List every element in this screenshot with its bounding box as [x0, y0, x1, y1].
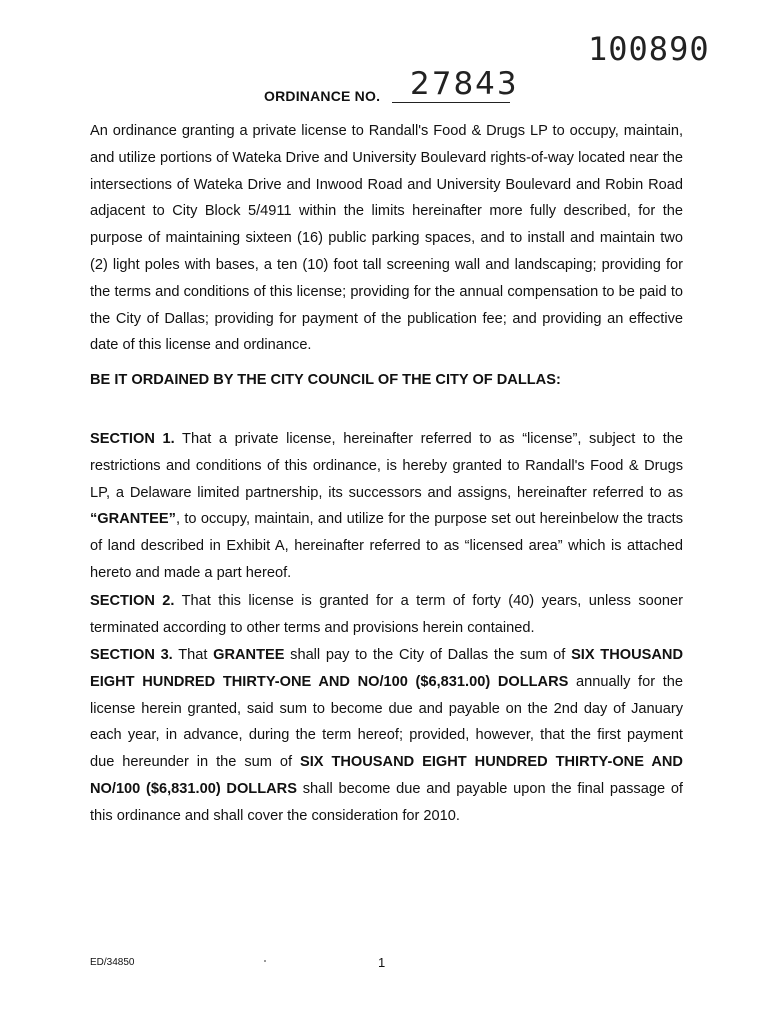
ordinance-header — [264, 66, 524, 106]
page-number: 1 — [378, 955, 386, 970]
section-1-grantee: “GRANTEE” — [90, 511, 176, 528]
section-3-heading: SECTION 3. — [90, 647, 173, 663]
ordinance-number-underline — [392, 102, 510, 103]
section-1-text-a: That a private license, hereinafter referred to as “license”, subject to the restrictions and conditions of this ordinance, is hereby granted to Randall's Food & Drugs LP, a Delaware limited partnership, its successors and assigns, hereinafter referred to as — [90, 431, 684, 501]
section-2 — [90, 588, 683, 642]
ordinance-number: 27843 — [410, 66, 519, 102]
section-1 — [90, 426, 683, 587]
ordinance-label: ORDINANCE NO. — [264, 88, 381, 104]
intro-paragraph: An ordinance granting a private license to Randall's Food & Drugs LP to occupy, maintain, and utilize portions of Wateka Drive and University Boulevard rights-of-way located near the intersections of Wateka Drive and Inwood Road and University Boulevard and Robin Road adjacent to City Block 5/4911 within the limits hereinafter more fully described, for the purpose of maintaining sixteen (16) public parking spaces, and to install and maintain two (2) light poles with bases, a ten (10) foot tall screening wall and landscaping; providing for the terms and conditions of this license; providing for the annual compensation to be paid to the City of Dallas; providing for payment of the publication fee; and providing an effective date of this license and ordinance. — [90, 123, 683, 354]
footer-code: ED/34850 — [90, 957, 135, 968]
section-3-text-b: shall pay to the City of Dallas the sum of — [284, 647, 572, 663]
section-3 — [90, 642, 683, 830]
section-3-amount-2: SIX THOUSAND EIGHT HUNDRED THIRTY-ONE AND NO/100 ($6,831.00) DOLLARS — [90, 754, 683, 797]
stamp-number: 100890 — [588, 30, 710, 68]
section-1-text-b: , to occupy, maintain, and utilize for the purpose set out hereinbelow the tracts of land described in Exhibit A, hereinafter referred to as “licensed area” which is attached hereto and made a part hereof. — [90, 511, 683, 581]
scan-speck — [264, 960, 266, 962]
section-3-grantee: GRANTEE — [213, 647, 285, 663]
section-2-text: That this license is granted for a term of forty (40) years, unless sooner terminated according to other terms and provisions herein contained. — [90, 593, 683, 636]
section-3-amount-1: SIX THOUSAND EIGHT HUNDRED THIRTY-ONE AND NO/100 ($6,831.00) DOLLARS — [90, 647, 683, 690]
section-2-heading: SECTION 2. — [90, 593, 175, 609]
ordained-heading: BE IT ORDAINED BY THE CITY COUNCIL OF THE CITY OF DALLAS: — [90, 372, 561, 388]
section-3-text-c: annually for the license herein granted, said sum to become due and payable on the 2nd day of January each year, in advance, during the term hereof; provided, however, that the first payment due hereunder in the sum of — [90, 673, 683, 771]
section-3-text-d: shall become due and payable upon the final passage of this ordinance and shall cover the consideration for 2010. — [90, 780, 683, 824]
section-1-heading: SECTION 1. — [90, 431, 175, 447]
section-3-text-a: That — [172, 647, 214, 663]
